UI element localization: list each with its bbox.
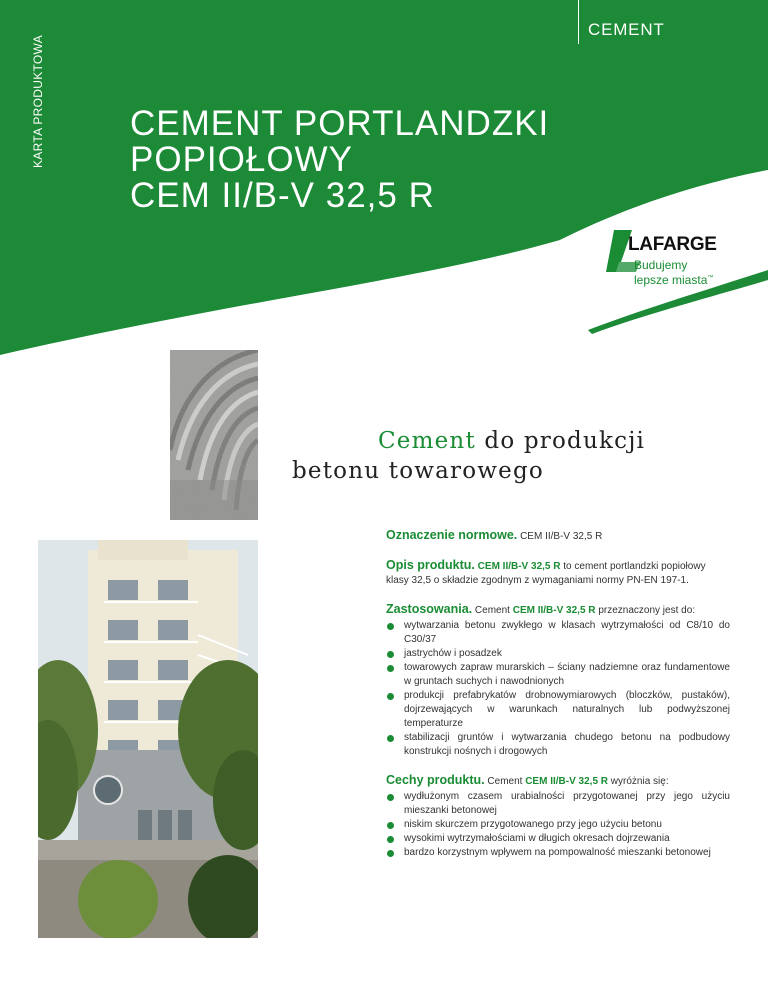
document-type-label: KARTA PRODUKTOWA <box>31 34 45 168</box>
headline-line-2: betonu towarowego <box>292 458 544 484</box>
list-item: stabilizacji gruntów i wytwarzania chudego betonu na podbudowy konstrukcji nośnych i drogowych <box>386 731 730 759</box>
list-item: wytwarzania betonu zwykłego w klasach wytrzymałości od C8/10 do C30/37 <box>386 619 730 647</box>
tagline-line-2: lepsze miasta™ <box>634 273 714 287</box>
zastosowania-intro: Zastosowania. Cement CEM II/B-V 32,5 R przeznaczony jest do: <box>386 602 696 616</box>
list-item: niskim skurczem przygotowanego przy jego użyciu betonu <box>386 818 730 832</box>
opis-text: to cement portlandzki popiołowy klasy 32,5 o składzie zgodnym z wymaganiami normy PN-EN 197-1. <box>386 561 706 586</box>
headline-line-1-rest: do produkcji <box>475 428 646 454</box>
list-item: jastrychów i posadzek <box>386 647 730 661</box>
list-item: wysokimi wytrzymałościami w długich okresach dojrzewania <box>386 832 730 846</box>
section-oznaczenie <box>386 528 730 544</box>
title-line-2: POPIOŁOWY <box>130 140 353 179</box>
oznaczenie-text: CEM II/B-V 32,5 R <box>520 531 603 542</box>
opis-product: CEM II/B-V 32,5 R <box>477 561 561 572</box>
cechy-list <box>386 790 730 860</box>
tagline-line-1: Budujemy <box>634 258 688 272</box>
list-item: bardzo korzystnym wpływem na pompowalność mieszanki betonowej <box>386 846 730 860</box>
cechy-intro: Cechy produktu. Cement CEM II/B-V 32,5 R wyróżnia się: <box>386 773 669 787</box>
title-line-3: CEM II/B-V 32,5 R <box>130 176 435 215</box>
headline-line-1 <box>292 426 645 456</box>
opis-title: Opis produktu. <box>386 558 475 572</box>
concrete-texture-photo <box>170 350 258 520</box>
lafarge-logo <box>602 228 742 290</box>
headline <box>292 426 645 486</box>
section-zastosowania <box>386 602 730 759</box>
zastosowania-product: CEM II/B-V 32,5 R <box>512 605 596 616</box>
list-item: produkcji prefabrykatów drobnowymiarowych (bloczków, pustaków), dojrzewających w warunkach naturalnych lub podwyższonej temperaturze <box>386 689 730 731</box>
zastosowania-title: Zastosowania. <box>386 602 473 616</box>
building-photo <box>38 540 258 938</box>
cechy-title: Cechy produktu. <box>386 773 485 787</box>
product-details <box>386 528 730 874</box>
section-opis <box>386 558 730 588</box>
product-title <box>130 106 549 214</box>
logo-tagline <box>634 259 713 287</box>
cechy-product: CEM II/B-V 32,5 R <box>525 776 609 787</box>
category-label: CEMENT <box>588 20 665 39</box>
zastosowania-list <box>386 619 730 759</box>
title-line-1: CEMENT PORTLANDZKI <box>130 104 550 143</box>
list-item: wydłużonym czasem urabialności przygotowanej przy jego użyciu mieszanki betonowej <box>386 790 730 818</box>
header-divider <box>578 0 579 44</box>
trademark-symbol: ™ <box>707 275 714 281</box>
section-cechy <box>386 773 730 860</box>
oznaczenie-title: Oznaczenie normowe. <box>386 528 518 542</box>
headline-accent: Cement <box>378 428 476 454</box>
list-item: towarowych zapraw murarskich – ściany nadziemne oraz fundamentowe w gruntach suchych i nawodnionych <box>386 661 730 689</box>
logo-wordmark: LAFARGE <box>628 234 717 255</box>
